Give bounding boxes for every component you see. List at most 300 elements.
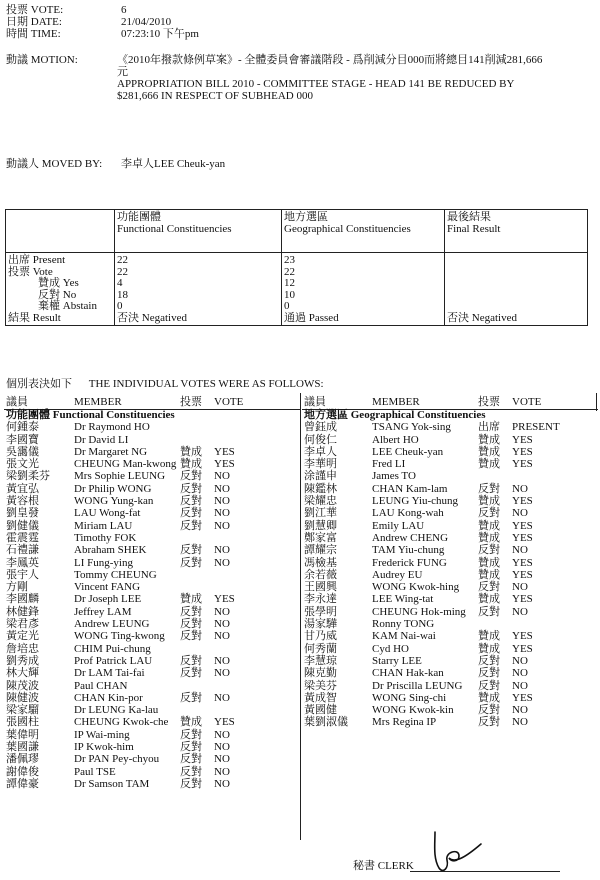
vote-zh: 反對 bbox=[478, 581, 500, 594]
vote-en: NO bbox=[512, 654, 528, 667]
member-name-en: CHAN Kin-por bbox=[74, 691, 143, 704]
member-name-zh: 譚偉豪 bbox=[6, 777, 39, 790]
vote-en: NO bbox=[214, 728, 230, 741]
summary-col-final bbox=[445, 210, 588, 253]
vote-en: NO bbox=[512, 667, 528, 680]
member-name-zh: 鄭家富 bbox=[304, 531, 337, 544]
member-name-en: Fred LI bbox=[372, 458, 406, 471]
summary-col-functional bbox=[115, 210, 282, 253]
member-vote-row bbox=[302, 532, 596, 544]
summary-label-abstain: 棄權 Abstain bbox=[38, 300, 97, 312]
member-vote-row bbox=[4, 741, 300, 753]
vote-zh: 反對 bbox=[180, 777, 202, 790]
individual-votes-title bbox=[6, 378, 324, 390]
vote-en: NO bbox=[214, 605, 230, 618]
member-vote-row bbox=[4, 643, 300, 655]
vote-zh: 反對 bbox=[478, 679, 500, 692]
summary-corner-cell bbox=[6, 210, 115, 253]
member-name-en: Tommy CHEUNG bbox=[74, 568, 157, 581]
member-name-zh: 梁君彥 bbox=[6, 618, 39, 631]
vote-en: NO bbox=[214, 691, 230, 704]
vote-zh: 反對 bbox=[180, 630, 202, 643]
member-name-zh: 涂謹申 bbox=[304, 470, 337, 483]
member-vote-row bbox=[4, 778, 300, 790]
vote-zh: 反對 bbox=[478, 654, 500, 667]
member-name-zh: 黃容根 bbox=[6, 495, 39, 508]
member-name-zh: 劉健儀 bbox=[6, 519, 39, 532]
member-name-zh: 李永達 bbox=[304, 593, 337, 606]
member-name-zh: 余若薇 bbox=[304, 568, 337, 581]
member-name-en: CHIM Pui-chung bbox=[74, 642, 151, 655]
summary-gc-yes: 12 bbox=[284, 277, 295, 289]
vote-en: YES bbox=[214, 716, 235, 729]
member-name-en: Frederick FUNG bbox=[372, 556, 447, 569]
member-name-zh: 梁耀忠 bbox=[304, 495, 337, 508]
member-name-en: WONG Kwok-kin bbox=[372, 704, 454, 717]
member-vote-row bbox=[4, 581, 300, 593]
member-name-zh: 石禮謙 bbox=[6, 544, 39, 557]
vote-en: NO bbox=[214, 741, 230, 754]
vote-zh: 反對 bbox=[180, 482, 202, 495]
vote-en: YES bbox=[512, 445, 533, 458]
member-name-zh: 張文光 bbox=[6, 458, 39, 471]
summary-col-functional-zh: 功能團體 bbox=[117, 211, 161, 223]
member-name-en: Andrew LEUNG bbox=[74, 618, 150, 631]
clerk-label: 秘書 CLERK bbox=[353, 860, 414, 872]
vote-zh: 贊成 bbox=[478, 568, 500, 581]
vote-en: YES bbox=[512, 630, 533, 643]
vote-en: NO bbox=[214, 630, 230, 643]
member-name-zh: 張宇人 bbox=[6, 568, 39, 581]
member-vote-row bbox=[302, 569, 596, 581]
member-name-en: Mrs Sophie LEUNG bbox=[74, 470, 166, 483]
vote-zh: 贊成 bbox=[478, 433, 500, 446]
member-name-en: IP Wai-ming bbox=[74, 728, 130, 741]
summary-functional-values bbox=[115, 253, 282, 326]
motion-text bbox=[117, 54, 547, 102]
member-name-zh: 黃定光 bbox=[6, 630, 39, 643]
vote-en: YES bbox=[512, 458, 533, 471]
member-name-en: Emily LAU bbox=[372, 519, 425, 532]
member-vote-row bbox=[4, 606, 300, 618]
member-name-zh: 黃成智 bbox=[304, 691, 337, 704]
vote-zh: 反對 bbox=[478, 605, 500, 618]
member-name-en: LEE Cheuk-yan bbox=[372, 445, 444, 458]
geographical-votes-column bbox=[302, 396, 596, 729]
vote-en: YES bbox=[214, 445, 235, 458]
member-name-zh: 張學明 bbox=[304, 605, 337, 618]
vote-zh: 反對 bbox=[180, 618, 202, 631]
member-name-zh: 葉劉淑儀 bbox=[304, 716, 348, 729]
member-vote-row bbox=[302, 458, 596, 470]
summary-col-functional-en: Functional Constituencies bbox=[117, 222, 232, 235]
member-vote-row bbox=[4, 692, 300, 704]
member-name-en: Dr David LI bbox=[74, 433, 129, 446]
member-vote-row bbox=[4, 495, 300, 507]
vote-zh: 反對 bbox=[478, 507, 500, 520]
member-name-en: Cyd HO bbox=[372, 642, 409, 655]
member-vote-row bbox=[302, 434, 596, 446]
member-name-zh: 梁美芬 bbox=[304, 679, 337, 692]
summary-geographical-values bbox=[282, 253, 445, 326]
vote-zh: 反對 bbox=[180, 728, 202, 741]
summary-fc-abstain: 0 bbox=[117, 300, 123, 312]
vote-zh: 出席 bbox=[478, 421, 500, 434]
member-name-en: CHAN Hak-kan bbox=[372, 667, 444, 680]
column-divider bbox=[300, 393, 301, 840]
vote-en: YES bbox=[512, 642, 533, 655]
member-name-zh: 何秀蘭 bbox=[304, 642, 337, 655]
vote-zh: 贊成 bbox=[478, 630, 500, 643]
member-vote-row bbox=[4, 557, 300, 569]
member-name-en: Miriam LAU bbox=[74, 519, 133, 532]
summary-label-yes: 贊成 Yes bbox=[38, 277, 79, 289]
vote-en: NO bbox=[214, 777, 230, 790]
member-vote-row bbox=[4, 618, 300, 630]
vote-en: YES bbox=[512, 556, 533, 569]
individual-votes-title-zh: 個別表決如下 bbox=[6, 378, 72, 390]
vote-zh: 反對 bbox=[180, 605, 202, 618]
member-vote-row bbox=[4, 446, 300, 458]
vote-zh: 反對 bbox=[180, 556, 202, 569]
vote-zh: 反對 bbox=[180, 753, 202, 766]
member-name-en: CHEUNG Kwok-che bbox=[74, 716, 169, 729]
summary-table bbox=[5, 209, 588, 326]
motion-chinese: 《2010年撥款條例草案》- 全體委員會審議階段 - 爲削減分目000而將總目141削減281,666元 bbox=[117, 54, 543, 78]
member-vote-row bbox=[302, 704, 596, 716]
vote-zh: 反對 bbox=[180, 765, 202, 778]
vote-en: NO bbox=[512, 544, 528, 557]
member-name-en: Dr Raymond HO bbox=[74, 421, 150, 434]
vote-en: NO bbox=[214, 507, 230, 520]
member-vote-row bbox=[302, 593, 596, 605]
member-name-zh: 劉江華 bbox=[304, 507, 337, 520]
member-name-en: Timothy FOK bbox=[74, 531, 137, 544]
summary-fc-result: 否決 Negatived bbox=[117, 311, 187, 324]
member-name-zh: 譚耀宗 bbox=[304, 544, 337, 557]
member-name-en: TAM Yiu-chung bbox=[372, 544, 445, 557]
vote-zh: 反對 bbox=[180, 507, 202, 520]
member-name-en: LAU Wong-fat bbox=[74, 507, 141, 520]
member-vote-row bbox=[302, 655, 596, 667]
vote-en: NO bbox=[214, 482, 230, 495]
member-name-zh: 李國麟 bbox=[6, 593, 39, 606]
member-name-en: Ronny TONG bbox=[372, 618, 435, 631]
member-name-en: IP Kwok-him bbox=[74, 741, 134, 754]
vote-en: YES bbox=[214, 458, 235, 471]
vote-zh: 反對 bbox=[180, 691, 202, 704]
vote-en: NO bbox=[214, 556, 230, 569]
member-vote-row bbox=[302, 581, 596, 593]
member-vote-row bbox=[4, 434, 300, 446]
member-name-zh: 黃宜弘 bbox=[6, 482, 39, 495]
vote-en: YES bbox=[214, 593, 235, 606]
header-vote-zh: 投票 bbox=[180, 396, 202, 408]
member-name-zh: 霍震霆 bbox=[6, 531, 39, 544]
member-vote-row bbox=[4, 421, 300, 433]
vote-zh: 反對 bbox=[180, 470, 202, 483]
summary-fc-yes: 4 bbox=[117, 277, 123, 289]
member-vote-row bbox=[4, 704, 300, 716]
member-name-zh: 陳茂波 bbox=[6, 679, 39, 692]
member-name-zh: 詹培忠 bbox=[6, 642, 39, 655]
member-name-en: WONG Kwok-hing bbox=[372, 581, 460, 594]
vote-en: NO bbox=[214, 618, 230, 631]
member-vote-row bbox=[4, 458, 300, 470]
member-name-en: CHEUNG Hok-ming bbox=[372, 605, 466, 618]
member-name-zh: 梁劉柔芬 bbox=[6, 470, 50, 483]
member-vote-row bbox=[302, 544, 596, 556]
member-name-en: Mrs Regina IP bbox=[372, 716, 437, 729]
member-name-zh: 劉秀成 bbox=[6, 654, 39, 667]
vote-en: NO bbox=[512, 482, 528, 495]
member-vote-row bbox=[302, 630, 596, 642]
motion-label: 動議 MOTION: bbox=[6, 54, 78, 66]
vote-en: NO bbox=[214, 519, 230, 532]
member-vote-row bbox=[302, 606, 596, 618]
member-name-zh: 王國興 bbox=[304, 581, 337, 594]
vote-zh: 贊成 bbox=[478, 519, 500, 532]
member-vote-row bbox=[4, 532, 300, 544]
functional-section-title: 功能團體 Functional Constituencies bbox=[6, 409, 175, 421]
member-name-en: LI Fung-ying bbox=[74, 556, 133, 569]
member-name-en: Paul TSE bbox=[74, 765, 116, 778]
member-name-en: James TO bbox=[372, 470, 416, 483]
summary-label-vote: 投票 Vote bbox=[8, 265, 53, 278]
member-name-en: WONG Ting-kwong bbox=[74, 630, 165, 643]
vote-zh: 贊成 bbox=[478, 593, 500, 606]
vote-en: PRESENT bbox=[512, 421, 560, 434]
vote-en: NO bbox=[214, 470, 230, 483]
time-label: 時間 TIME: bbox=[6, 28, 61, 40]
member-name-zh: 林健鋒 bbox=[6, 605, 39, 618]
time-value: 07:23:10 下午pm bbox=[121, 28, 199, 40]
member-vote-row bbox=[4, 483, 300, 495]
member-name-en: Jeffrey LAM bbox=[74, 605, 132, 618]
vote-zh: 贊成 bbox=[180, 458, 202, 471]
moved-by-value: 李卓人LEE Cheuk-yan bbox=[121, 158, 226, 170]
summary-label-result: 結果 Result bbox=[8, 311, 61, 324]
member-name-en: LEE Wing-tat bbox=[372, 593, 434, 606]
member-name-en: WONG Sing-chi bbox=[372, 691, 447, 704]
vote-en: NO bbox=[512, 716, 528, 729]
member-vote-row bbox=[4, 667, 300, 679]
vote-zh: 反對 bbox=[478, 704, 500, 717]
individual-votes-title-en: THE INDIVIDUAL VOTES WERE AS FOLLOWS: bbox=[88, 378, 324, 390]
vote-zh: 贊成 bbox=[478, 495, 500, 508]
member-name-en: Dr Priscilla LEUNG bbox=[372, 679, 463, 692]
member-name-en: LAU Kong-wah bbox=[372, 507, 444, 520]
summary-col-geographical-zh: 地方選區 bbox=[284, 211, 328, 223]
date-value: 21/04/2010 bbox=[121, 16, 172, 28]
member-name-zh: 何鍾泰 bbox=[6, 421, 39, 434]
member-name-en: CHAN Kam-lam bbox=[372, 482, 448, 495]
right-header-edge bbox=[596, 393, 597, 411]
member-vote-row bbox=[4, 544, 300, 556]
member-vote-row bbox=[4, 753, 300, 765]
geographical-column-header bbox=[302, 396, 596, 409]
member-vote-row bbox=[302, 692, 596, 704]
geographical-member-list bbox=[302, 421, 596, 728]
summary-body bbox=[6, 253, 588, 326]
member-vote-row bbox=[302, 520, 596, 532]
member-name-zh: 葉國謙 bbox=[6, 741, 39, 754]
summary-gc-abstain: 0 bbox=[284, 300, 290, 312]
header-vote-en: VOTE bbox=[214, 396, 244, 408]
header-member-zh: 議員 bbox=[6, 396, 28, 408]
summary-label-present: 出席 Present bbox=[8, 254, 66, 266]
vote-en: NO bbox=[214, 654, 230, 667]
header-member-en: MEMBER bbox=[74, 396, 122, 408]
member-vote-row bbox=[4, 593, 300, 605]
summary-gc-result: 通過 Passed bbox=[284, 311, 339, 324]
member-vote-row bbox=[4, 766, 300, 778]
member-name-en: WONG Yung-kan bbox=[74, 495, 154, 508]
member-vote-row bbox=[302, 557, 596, 569]
member-vote-row bbox=[4, 507, 300, 519]
member-vote-row bbox=[4, 569, 300, 581]
member-vote-row bbox=[4, 520, 300, 532]
vote-zh: 贊成 bbox=[478, 556, 500, 569]
vote-en: NO bbox=[214, 667, 230, 680]
member-vote-row bbox=[4, 630, 300, 642]
summary-header-row bbox=[6, 210, 588, 253]
member-vote-row bbox=[4, 680, 300, 692]
summary-label-no: 反對 No bbox=[38, 288, 77, 301]
date-label: 日期 DATE: bbox=[6, 16, 62, 28]
member-name-zh: 陳鑑林 bbox=[304, 482, 337, 495]
vote-zh: 贊成 bbox=[478, 691, 500, 704]
vote-zh: 反對 bbox=[478, 667, 500, 680]
summary-col-geographical-en: Geographical Constituencies bbox=[284, 222, 411, 235]
member-vote-row bbox=[4, 716, 300, 728]
summary-fc-vote: 22 bbox=[117, 265, 128, 278]
vote-en: NO bbox=[214, 495, 230, 508]
member-name-en: TSANG Yok-sing bbox=[372, 421, 451, 434]
vote-zh: 贊成 bbox=[478, 642, 500, 655]
summary-fc-present: 22 bbox=[117, 254, 128, 266]
member-name-en: Vincent FANG bbox=[74, 581, 141, 594]
member-vote-row bbox=[4, 655, 300, 667]
member-name-zh: 湯家驊 bbox=[304, 618, 337, 631]
vote-en: YES bbox=[512, 691, 533, 704]
summary-row-labels bbox=[6, 253, 115, 326]
member-name-en: Starry LEE bbox=[372, 654, 422, 667]
header-member-zh: 議員 bbox=[304, 396, 326, 408]
member-name-zh: 馮檢基 bbox=[304, 556, 337, 569]
member-name-en: CHEUNG Man-kwong bbox=[74, 458, 177, 471]
member-name-en: KAM Nai-wai bbox=[372, 630, 436, 643]
member-name-zh: 李卓人 bbox=[304, 445, 337, 458]
member-name-zh: 葉偉明 bbox=[6, 728, 39, 741]
member-name-en: Dr LAM Tai-fai bbox=[74, 667, 145, 680]
member-name-zh: 潘佩璆 bbox=[6, 753, 39, 766]
geographical-section-title: 地方選區 Geographical Constituencies bbox=[304, 409, 486, 421]
vote-en: NO bbox=[512, 507, 528, 520]
header-vote-zh: 投票 bbox=[478, 396, 500, 408]
member-name-zh: 謝偉俊 bbox=[6, 765, 39, 778]
vote-zh: 反對 bbox=[180, 654, 202, 667]
member-vote-row bbox=[302, 507, 596, 519]
functional-votes-column bbox=[4, 396, 300, 790]
functional-member-list bbox=[4, 421, 300, 790]
member-vote-row bbox=[302, 667, 596, 679]
vote-zh: 贊成 bbox=[180, 716, 202, 729]
member-name-en: Dr LEUNG Ka-lau bbox=[74, 704, 159, 717]
functional-column-header bbox=[4, 396, 300, 409]
vote-en: NO bbox=[512, 581, 528, 594]
member-name-en: Dr Philip WONG bbox=[74, 482, 152, 495]
member-name-en: Andrew CHENG bbox=[372, 531, 449, 544]
summary-col-final-zh: 最後結果 bbox=[447, 211, 491, 223]
vote-zh: 贊成 bbox=[478, 531, 500, 544]
vote-number-value: 6 bbox=[121, 4, 127, 16]
member-name-zh: 吳靄儀 bbox=[6, 445, 39, 458]
member-name-en: Dr Joseph LEE bbox=[74, 593, 142, 606]
vote-zh: 贊成 bbox=[180, 445, 202, 458]
vote-zh: 反對 bbox=[180, 544, 202, 557]
motion-english: APPROPRIATION BILL 2010 - COMMITTEE STAGE - HEAD 141 BE REDUCED BY $281,666 IN RESPECT OF SUBHEAD 000 bbox=[117, 78, 515, 102]
vote-en: YES bbox=[512, 531, 533, 544]
member-vote-row bbox=[302, 716, 596, 728]
vote-en: NO bbox=[214, 765, 230, 778]
member-vote-row bbox=[302, 483, 596, 495]
member-name-zh: 李鳳英 bbox=[6, 556, 39, 569]
vote-en: YES bbox=[512, 433, 533, 446]
member-vote-row bbox=[302, 421, 596, 433]
vote-zh: 贊成 bbox=[180, 593, 202, 606]
member-name-zh: 方剛 bbox=[6, 581, 28, 594]
member-vote-row bbox=[302, 495, 596, 507]
member-name-en: Dr PAN Pey-chyou bbox=[74, 753, 160, 766]
member-name-zh: 黃國健 bbox=[304, 704, 337, 717]
vote-en: YES bbox=[512, 568, 533, 581]
vote-en: NO bbox=[512, 704, 528, 717]
header-vote-en: VOTE bbox=[512, 396, 542, 408]
member-vote-row bbox=[302, 618, 596, 630]
member-name-en: Abraham SHEK bbox=[74, 544, 147, 557]
member-name-en: Prof Patrick LAU bbox=[74, 654, 153, 667]
member-name-zh: 林大輝 bbox=[6, 667, 39, 680]
summary-final-result: 否決 Negatived bbox=[447, 311, 517, 324]
vote-zh: 贊成 bbox=[478, 458, 500, 471]
vote-zh: 反對 bbox=[180, 741, 202, 754]
member-vote-row bbox=[302, 470, 596, 482]
moved-by-label: 動議人 MOVED BY: bbox=[6, 158, 103, 170]
member-name-zh: 李國寶 bbox=[6, 433, 39, 446]
summary-final-values bbox=[445, 253, 588, 326]
vote-en: YES bbox=[512, 593, 533, 606]
vote-en: YES bbox=[512, 519, 533, 532]
member-name-zh: 甘乃威 bbox=[304, 630, 337, 643]
member-name-en: Paul CHAN bbox=[74, 679, 128, 692]
member-name-zh: 曾鈺成 bbox=[304, 421, 337, 434]
member-vote-row bbox=[302, 643, 596, 655]
summary-gc-present: 23 bbox=[284, 254, 295, 266]
member-name-zh: 劉慧卿 bbox=[304, 519, 337, 532]
clerk-signature bbox=[425, 830, 505, 874]
member-name-zh: 陳克勤 bbox=[304, 667, 337, 680]
member-name-zh: 梁家騮 bbox=[6, 704, 39, 717]
summary-gc-vote: 22 bbox=[284, 265, 295, 278]
vote-zh: 反對 bbox=[478, 716, 500, 729]
header-member-en: MEMBER bbox=[372, 396, 420, 408]
member-name-zh: 李慧琼 bbox=[304, 654, 337, 667]
member-name-en: Dr Margaret NG bbox=[74, 445, 148, 458]
member-name-zh: 張國柱 bbox=[6, 716, 39, 729]
member-name-en: Dr Samson TAM bbox=[74, 777, 150, 790]
member-name-zh: 劉皇發 bbox=[6, 507, 39, 520]
